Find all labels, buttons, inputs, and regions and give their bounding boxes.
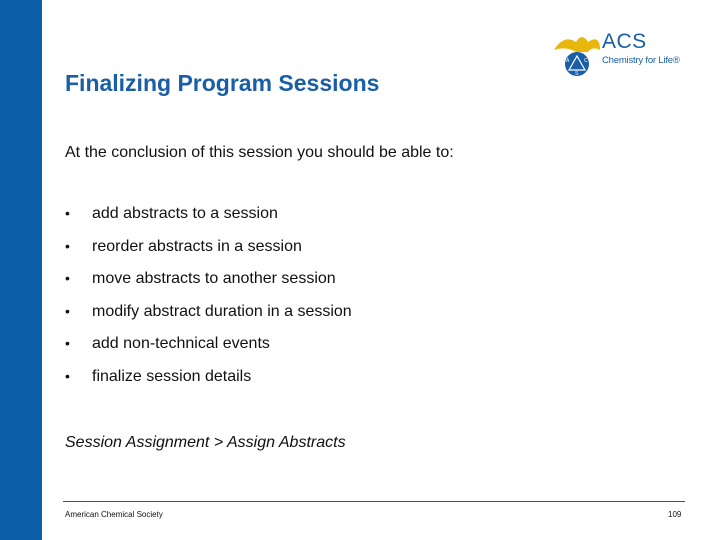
bullet-glyph: • xyxy=(65,205,70,221)
bullet-glyph: • xyxy=(65,302,70,319)
list-item xyxy=(65,335,352,368)
objective-text: modify abstract duration in a session xyxy=(92,302,352,320)
objective-text: add abstracts to a session xyxy=(92,205,278,222)
bullet-glyph: • xyxy=(65,367,70,384)
bullet-glyph: • xyxy=(65,270,70,287)
objective-text: move abstracts to another session xyxy=(92,270,336,288)
slide-title: Finalizing Program Sessions xyxy=(65,70,380,96)
navigation-path: Session Assignment > Assign Abstracts xyxy=(65,434,346,451)
list-item xyxy=(65,270,352,303)
footer-organization: American Chemical Society xyxy=(65,510,163,519)
seal-letter-a: A xyxy=(566,58,570,64)
bullet-glyph: • xyxy=(65,237,70,254)
seal-letter-s: S xyxy=(575,71,579,77)
objective-text: reorder abstracts in a session xyxy=(92,237,302,255)
bullet-glyph: • xyxy=(65,335,70,352)
list-item xyxy=(65,368,352,401)
intro-text: At the conclusion of this session you should be able to: xyxy=(65,144,454,161)
logo-tagline: Chemistry for Life® xyxy=(602,55,680,66)
left-accent-bar xyxy=(0,0,42,540)
list-item xyxy=(65,303,352,336)
objectives-list xyxy=(65,205,352,401)
objective-text: add non-technical events xyxy=(92,335,270,353)
logo-name: ACS xyxy=(602,30,647,53)
seal-letter-c: C xyxy=(584,58,588,64)
objective-text: finalize session details xyxy=(92,367,252,385)
page-number: 109 xyxy=(668,510,682,519)
list-item xyxy=(65,238,352,271)
list-item xyxy=(65,205,352,238)
footer-divider xyxy=(63,501,685,502)
